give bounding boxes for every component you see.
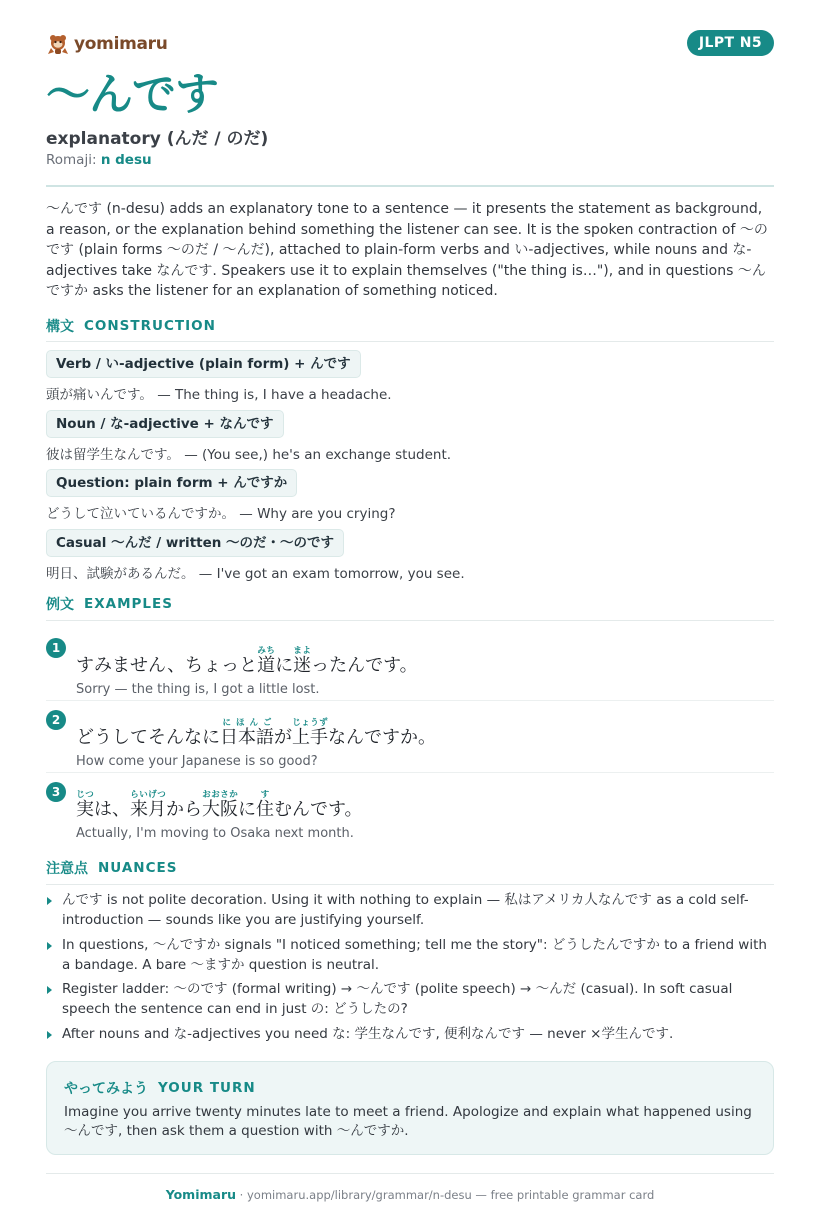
furigana-word [293, 646, 312, 676]
nuance-text: After nouns and な-adjectives you need な: 学生なんです, 便利なんです — never ×学生んです. [62, 1026, 674, 1042]
furigana-reading: みち [257, 646, 276, 656]
divider [46, 884, 774, 885]
section-heading-jp: 例文 [46, 597, 74, 613]
tanuki-mascot-icon [46, 32, 70, 56]
sentence-text: どうしてそんなに [76, 727, 220, 748]
construction-pattern: Question: plain form + んですか [46, 469, 297, 497]
kanji-base: 道 [257, 655, 276, 676]
construction-pattern: Casual 〜んだ / written 〜のだ・〜のです [46, 529, 344, 557]
construction-item [46, 350, 774, 403]
examples-heading [46, 594, 173, 614]
your-turn-prompt: Imagine you arrive twenty minutes late to meet a friend. Apologize and explain what happened using 〜んです, then ask them a question with 〜んですか. [64, 1104, 752, 1139]
furigana-reading: じつ [76, 790, 94, 800]
bullet-arrow-icon [47, 1031, 52, 1039]
sentence-text: に [275, 655, 294, 676]
kanji-base: 来月 [130, 799, 166, 820]
section-heading-en: NUANCES [98, 860, 178, 876]
your-turn-heading [64, 1078, 256, 1098]
furigana-reading: まよ [293, 646, 312, 656]
footer [46, 1187, 774, 1202]
sentence-text: に [238, 799, 256, 820]
romaji-line [46, 152, 152, 168]
sentence-text: なんですか。 [328, 727, 436, 748]
divider [46, 185, 774, 187]
nuances-heading [46, 858, 177, 878]
example-number: 3 [46, 782, 66, 802]
construction-item [46, 529, 774, 582]
nuance-item [46, 980, 774, 1019]
section-heading-en: EXAMPLES [84, 596, 173, 612]
nuance-text: んです is not polite decoration. Using it with nothing to explain — 私はアメリカ人なんです as a cold self-introduction — sounds like you are justifying yourself. [62, 892, 749, 928]
bullet-arrow-icon [47, 986, 52, 994]
construction-item [46, 469, 774, 522]
divider [46, 772, 774, 773]
example-translation: Sorry — the thing is, I got a little lost. [76, 682, 320, 697]
sentence-text: むんです。 [274, 799, 363, 820]
furigana-reading: おおさか [202, 790, 238, 800]
construction-example: どうして泣いているんですか。 — Why are you crying? [46, 506, 396, 522]
furigana-reading: す [256, 790, 274, 800]
furigana-reading: じょうず [292, 718, 328, 728]
sentence-text: が [274, 727, 292, 748]
romaji-label: Romaji: [46, 152, 97, 168]
brand-logo[interactable] [46, 30, 168, 58]
furigana-word [256, 790, 274, 820]
furigana-reading: らいげつ [130, 790, 166, 800]
romaji-value: n desu [100, 152, 152, 168]
kanji-base: 住 [256, 799, 274, 820]
furigana-word [292, 718, 328, 748]
construction-example: 明日、試験があるんだ。 — I've got an exam tomorrow, you see. [46, 566, 465, 582]
divider [46, 1173, 774, 1174]
bullet-arrow-icon [47, 942, 52, 950]
kanji-base: 日本語 [220, 727, 274, 748]
construction-pattern: Noun / な-adjective + なんです [46, 410, 284, 438]
example-sentence [76, 790, 363, 822]
nuance-text: In questions, 〜んですか signals "I noticed something; tell me the story": どうしたんですか to a friend with a bandage. A bare 〜ますか question is neutral. [62, 937, 767, 973]
intro-paragraph: 〜んです (n-desu) adds an explanatory tone to a sentence — it presents the statement as background, a reason, or the explanation behind something the listener can see. It is the spoken contraction of 〜のです (plain forms 〜のだ / 〜んだ), attached to plain-form verbs and い-adjectives, while nouns and な-adjectives take なんです. Speakers use it to explain themselves ("the thing is…"), and in questions 〜んですか asks the listener for an explanation of something noticed. [46, 201, 768, 299]
grammar-subtitle: explanatory (んだ / のだ) [46, 129, 269, 149]
furigana-word [76, 790, 94, 820]
nuance-item [46, 891, 774, 930]
example-translation: Actually, I'm moving to Osaka next month. [76, 826, 354, 841]
section-heading-en: CONSTRUCTION [84, 318, 216, 334]
sentence-text: から [166, 799, 202, 820]
sentence-text: すみません、ちょっと [76, 655, 258, 676]
furigana-word [220, 718, 274, 748]
nuance-item [46, 1025, 774, 1045]
footer-text: · yomimaru.app/library/grammar/n-desu — free printable grammar card [236, 1188, 655, 1202]
construction-pattern: Verb / い-adjective (plain form) + んです [46, 350, 361, 378]
kanji-base: 迷 [293, 655, 312, 676]
bullet-arrow-icon [47, 897, 52, 905]
construction-item [46, 410, 774, 463]
kanji-base: 大阪 [202, 799, 238, 820]
your-turn-box [46, 1061, 774, 1155]
divider [46, 341, 774, 342]
section-heading-en: YOUR TURN [158, 1080, 256, 1096]
example-number: 2 [46, 710, 66, 730]
nuance-text: Register ladder: 〜のです (formal writing) → 〜んです (polite speech) → 〜んだ (casual). In soft casual speech the sentence can end in just の: どうしたの? [62, 981, 733, 1017]
section-heading-jp: 注意点 [46, 861, 88, 877]
example-translation: How come your Japanese is so good? [76, 754, 318, 769]
example-number: 1 [46, 638, 66, 658]
furigana-reading: にほんご [220, 718, 274, 728]
nuance-item [46, 936, 774, 975]
footer-brand[interactable]: Yomimaru [165, 1187, 237, 1202]
divider [46, 700, 774, 701]
brand-name: yomimaru [74, 34, 168, 54]
kanji-base: 実 [76, 799, 94, 820]
example-sentence [76, 718, 436, 750]
furigana-word [202, 790, 238, 820]
furigana-word [130, 790, 166, 820]
jlpt-level-badge: JLPT N5 [687, 30, 774, 56]
kanji-base: 上手 [292, 727, 328, 748]
section-heading-jp: 構文 [46, 319, 74, 335]
section-heading-jp: やってみよう [64, 1081, 148, 1097]
divider [46, 620, 774, 621]
grammar-title: 〜んです [46, 69, 218, 120]
furigana-word [257, 646, 276, 676]
sentence-text: ったんです。 [311, 655, 418, 676]
sentence-text: は、 [94, 799, 130, 820]
construction-example: 彼は留学生なんです。 — (You see,) he's an exchange student. [46, 447, 452, 463]
construction-example: 頭が痛いんです。 — The thing is, I have a headache. [46, 387, 392, 403]
example-sentence [76, 646, 418, 678]
construction-heading [46, 316, 216, 336]
